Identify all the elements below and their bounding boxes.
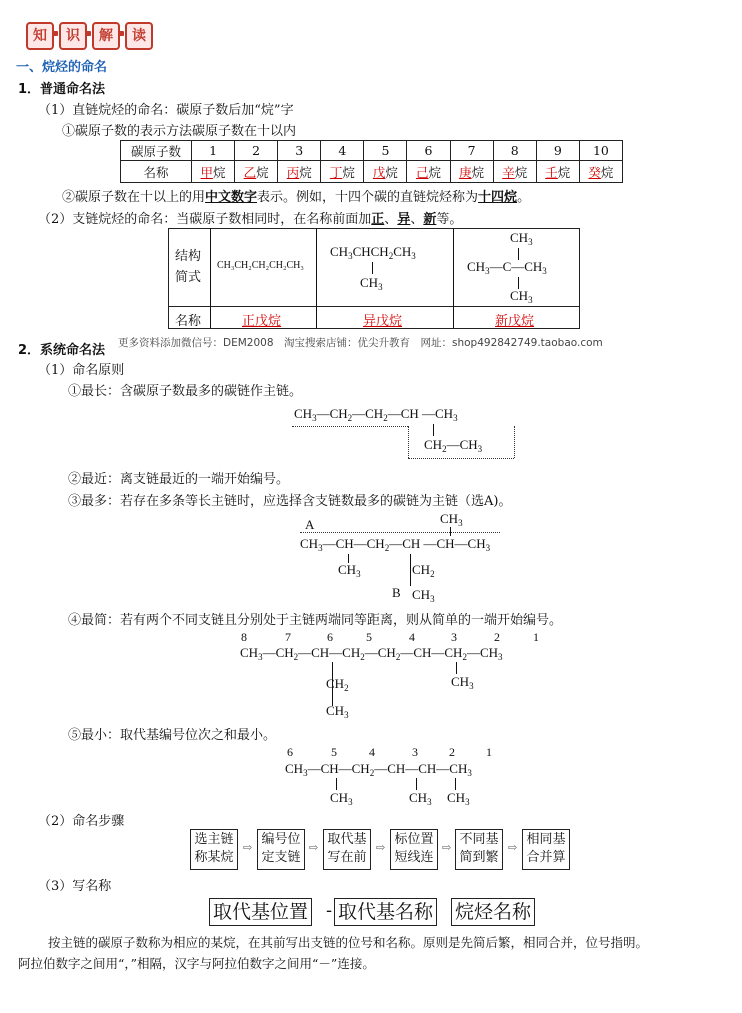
methylene-group: $CH_2$ [326,676,349,693]
step-box: 相同基 合并算 [522,829,570,870]
table-cell: 10 [579,141,622,161]
badge-divider [119,31,124,36]
subheading-principles: （1）命名原则 [38,363,125,378]
badge-char-4: 读 [125,22,153,50]
table-label: 名称 [175,314,202,329]
table-cell: 9 [536,141,579,161]
table-header: 名称 [121,161,192,183]
position-number: 5 [331,745,337,759]
rule-nearest: ②最近：离支链最近的一端开始编号。 [68,472,290,487]
table-label: 结构 [175,249,202,264]
rule-longest: ①最长：含碳原子数最多的碳链作主链。 [68,384,303,399]
name-box-substituent: 取代基名称 [334,898,437,926]
table-cell: 新戊烷 [495,314,535,329]
table-cell: 正戊烷 [242,314,282,329]
main-chain-outline [408,426,409,458]
position-number: 1 [533,630,539,644]
table-cell: 1 [192,141,235,161]
name-hyphen: - [326,900,333,921]
table-cell: 甲烷 [192,161,235,183]
methyl-group: $CH_3$ [440,511,463,528]
bond [455,778,456,790]
methyl-group: $CH_3$ [330,790,353,807]
arrow-right-icon: ⇨ [508,841,518,854]
methyl-group: $CH_3$ [360,275,383,292]
methyl-group: $CH_3$ [510,288,533,305]
methyl-group: $CH_3$ [447,790,470,807]
section-heading: 一、烷烃的命名 [16,60,108,75]
badge-char-1: 知 [26,22,54,50]
methylene-group: $CH_2$ [412,562,435,579]
table-cell: 辛烷 [493,161,536,183]
methyl-group: $CH_3$ [326,703,349,720]
bond [410,554,411,586]
position-number: 7 [285,630,291,644]
paragraph-over-ten: ②碳原子数在十以上的用中文数字表示。例如，十四个碳的直链烷烃称为十四烷。 [62,190,531,205]
table-cell: 6 [407,141,450,161]
table-cell: 4 [321,141,364,161]
chain-a-outline [300,532,500,533]
position-number: 1 [486,745,492,759]
table-cell: 异戊烷 [363,314,403,329]
position-number: 4 [409,630,415,644]
position-number: 8 [241,630,247,644]
neopentane-formula: $CH_3—C—CH_3$ [467,259,547,276]
arrow-right-icon: ⇨ [376,841,386,854]
label-b: B [392,585,401,600]
label-a: A [305,517,315,532]
arrow-right-icon: ⇨ [309,841,319,854]
subheading-write-name: （3）写名称 [38,879,112,894]
watermark-text: 更多资料添加微信号：DEM2008 淘宝搜索店铺：优尖升教育 网址：shop492842749.taobao.com [118,337,603,349]
structure-most: $CH_3—CH—CH_2—CH$ $—CH—CH_3$ [300,536,491,553]
table-cell: 丁烷 [321,161,364,183]
subheading-steps: （2）命名步骤 [38,814,125,829]
methyl-group: $CH_3$ [451,674,474,691]
bond [416,778,417,790]
name-box-position: 取代基位置 [209,898,312,926]
structure-smallest: $CH_3—CH—CH_2—CH—CH—CH_3$ [285,761,472,778]
step-box: 取代基 写在前 [323,829,371,870]
arrow-right-icon: ⇨ [442,841,452,854]
position-number: 5 [366,630,372,644]
table-cell: 戊烷 [364,161,407,183]
bond [336,778,337,790]
main-chain-outline [514,426,515,458]
methyl-group: $CH_3$ [412,587,435,604]
position-number: 2 [449,745,455,759]
bond [372,262,373,274]
methyl-group: $CH_3$ [409,790,432,807]
main-chain-outline [292,426,408,427]
position-number: 4 [369,745,375,759]
step-box: 标位置 短线连 [390,829,438,870]
badge-char-2: 识 [59,22,87,50]
structure-longest: $CH_3—CH_2—CH_2—CH$ $—CH_3$ [294,406,458,423]
badge-divider [53,31,58,36]
isopentane-formula: $CH_3CHCH_2CH_3$ [330,244,416,261]
table-cell: 3 [278,141,321,161]
paragraph-branched: （2）支链烷烃的命名：当碳原子数相同时，在名称前面加正、异、新等。 [38,212,463,227]
position-number: 6 [287,745,293,759]
table-cell: 己烷 [407,161,450,183]
rule-simplest: ④最简：若有两个不同支链且分别处于主链两端同等距离，则从简单的一端开始编号。 [68,613,563,628]
final-paragraph-line2: 阿拉伯数字之间用“，”相隔，汉字与阿拉伯数字之间用“－”连接。 [18,956,375,971]
table-line [453,228,454,328]
table-line [210,228,211,328]
rule-smallest: ⑤最小：取代基编号位次之和最小。 [68,728,277,743]
bond [433,424,434,436]
position-number: 3 [412,745,418,759]
heading-common-naming: 1．普通命名法 [18,82,106,97]
step-box: 选主链 称某烷 [190,829,238,870]
table-cell: 7 [450,141,493,161]
table-cell: 8 [493,141,536,161]
methyl-group: $CH_3$ [510,230,533,247]
position-number: 6 [327,630,333,644]
step-box: 不同基 简到繁 [455,829,503,870]
paragraph-straight-chain: （1）直链烷烃的命名：碳原子数后加“烷”字 [38,103,294,118]
rule-most: ③最多：若存在多条等长主链时，应选择含支链数最多的碳链为主链（选A)。 [68,494,512,509]
table-cell: 壬烷 [536,161,579,183]
table-line [168,306,579,307]
table-cell: 丙烷 [278,161,321,183]
badge-divider [86,31,91,36]
table-cell: 2 [235,141,278,161]
bond [456,662,457,674]
structure-simplest: $CH_3—CH_2—CH—CH_2—CH_2—CH—CH_2—CH_3$ [240,645,503,662]
position-number: 2 [494,630,500,644]
name-box-alkane: 烷烃名称 [451,898,535,926]
table-label: 简式 [175,270,202,285]
carbon-name-table [120,140,623,183]
table-header: 碳原子数 [121,141,192,161]
step-box: 编号位 定支链 [257,829,305,870]
badge-char-3: 解 [92,22,120,50]
methyl-group: $CH_3$ [338,562,361,579]
table-cell: 庚烷 [450,161,493,183]
position-number: 3 [451,630,457,644]
table-cell: 癸烷 [579,161,622,183]
main-chain-outline [408,458,514,459]
table-cell: 乙烷 [235,161,278,183]
arrow-right-icon: ⇨ [243,841,253,854]
final-paragraph-line1: 按主链的碳原子数称为相应的某烷，在其前写出支链的位号和名称。原则是先简后繁，相同合并，位号指明。 [48,935,649,950]
table-line [316,228,317,328]
table-cell: 5 [364,141,407,161]
n-pentane-formula: CH₃CH₂CH₂CH₂CH₃ [217,260,304,271]
paragraph-carbon-count: ①碳原子数的表示方法碳原子数在十以内 [62,124,297,139]
heading-systematic-naming: 2．系统命名法 [18,343,106,358]
ethyl-branch: $CH_2—CH_3$ [424,437,483,454]
